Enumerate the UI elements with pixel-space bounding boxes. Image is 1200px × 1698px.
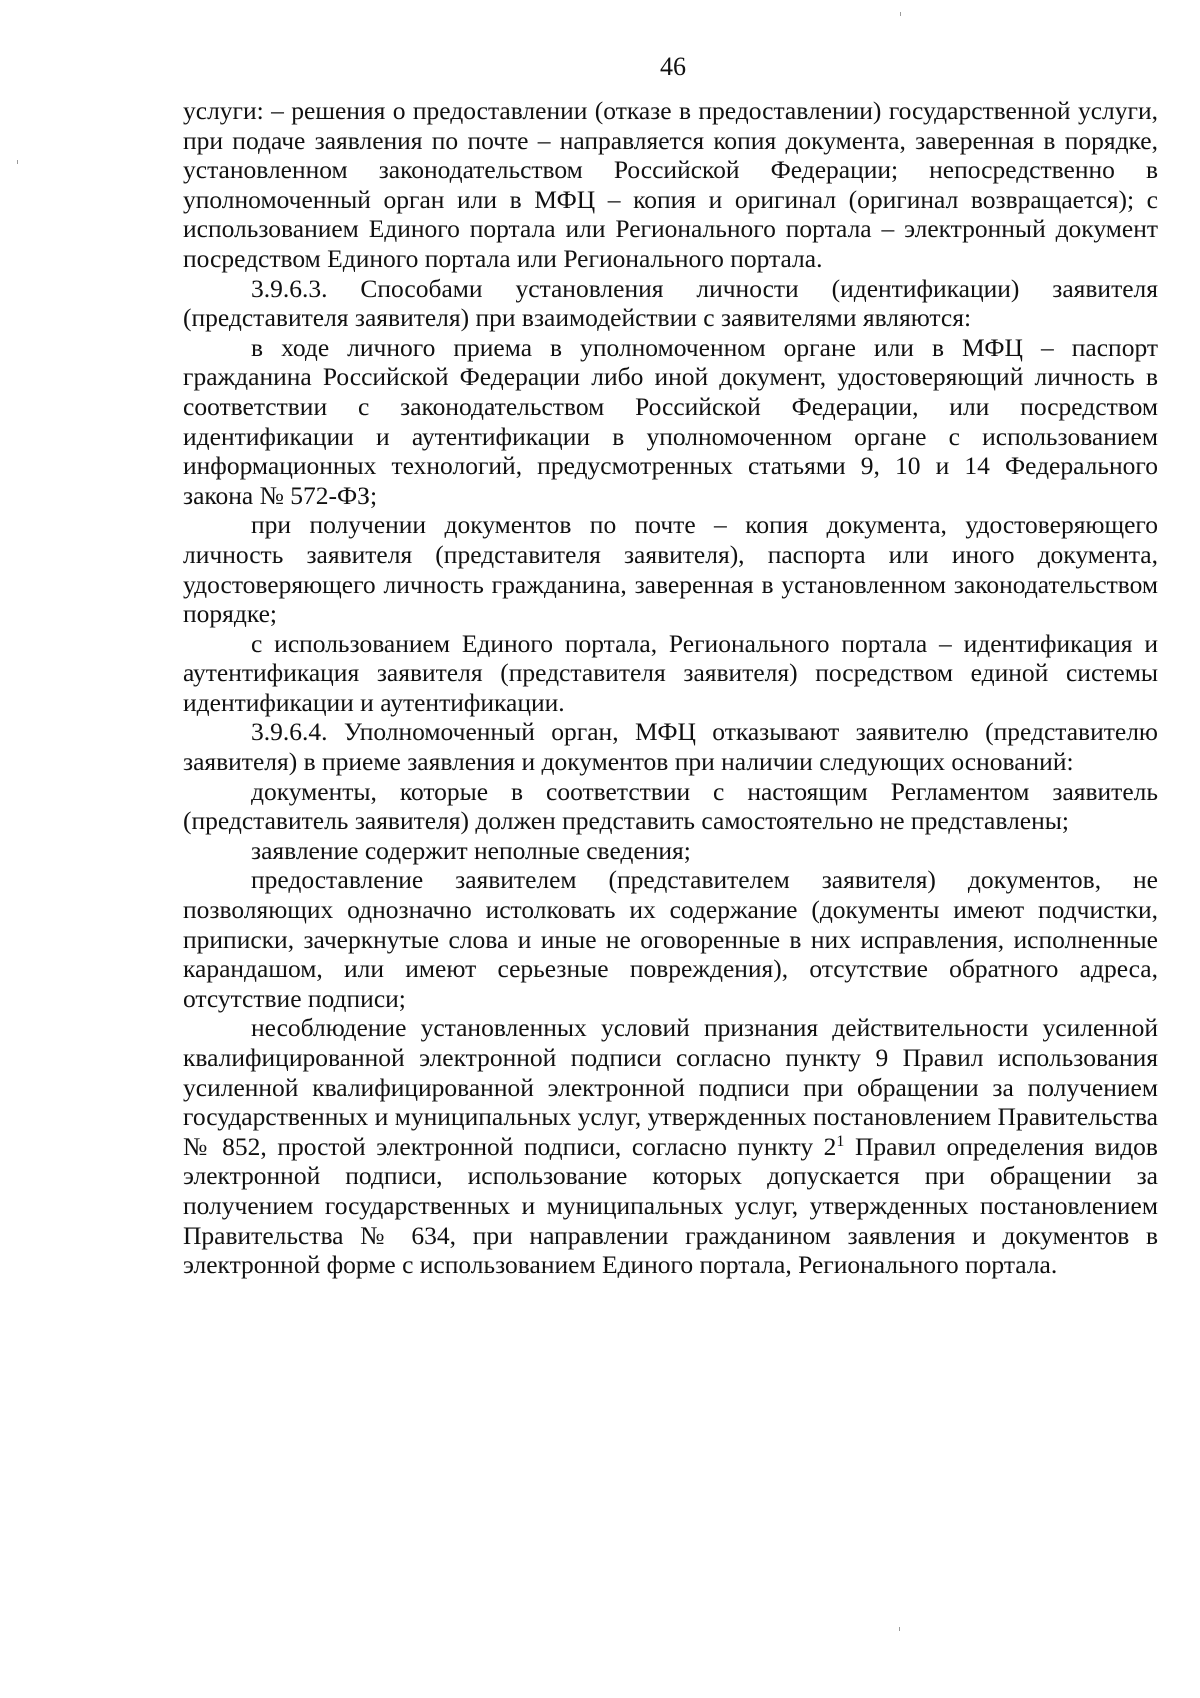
paragraph-postal-identification: при получении документов по почте – копия документа, удостоверяющего личность заявителя (представителя заявителя), паспорта или иного документа, удостоверяющего личность гражданина, заверенная в установленном законодательством порядке;	[183, 510, 1158, 629]
paragraph-in-person-identification: в ходе личного приема в уполномоченном органе или в МФЦ – паспорт гражданина Российской Федерации либо иной документ, удостоверяющий личность в соответствии с законодательством Российской Федерации, или посредством идентификации и аутентификации в уполномоченном органе с использованием информационных технологий, предусмотренных статьями 9, 10 и 14 Федерального закона № 572-ФЗ;	[183, 332, 1158, 510]
paragraph-result-delivery: услуги: – решения о предоставлении (отказе в предоставлении) государственной услуги, при подаче заявления по почте – направляется копия документа, заверенная в порядке, установленном законодательством Российской Федерации; непосредственно в уполномоченный орган или в МФЦ – копия и оригинал (оригинал возвращается); с использованием Единого портала или Регионального портала – электронный документ посредством Единого портала или Регионального портала.	[183, 96, 1158, 273]
scan-speck	[899, 1627, 900, 1631]
paragraph-signature-text-before: несоблюдение установленных условий признания действительности усиленной квалифицированной электронной подписи согласно пункту 9 Правил использования усиленной квалифицированной электронной подписи при обращении за получением государственных и муниципальных услуг, утвержденных постановлением Правительства № 852, простой электронной подписи, согласно пункту 2	[183, 1013, 1158, 1161]
page-number: 46	[660, 52, 686, 81]
scan-speck	[900, 12, 901, 16]
paragraph-signature-text-after: Правил определения видов электронной подписи, использование которых допускается при обращении за получением государственных и муниципальных услуг, утвержденных постановлением Правительства № 634, при направлении гражданином заявления и документов в электронной форме с использованием Единого портала, Регионального портала.	[183, 1131, 1158, 1280]
footnote-superscript: 1	[836, 1132, 845, 1150]
paragraph-portal-identification: с использованием Единого портала, Регионального портала – идентификация и аутентификация заявителя (представителя заявителя) посредством единой системы идентификации и аутентификации.	[183, 628, 1158, 717]
paragraph-3-9-6-4: 3.9.6.4. Уполномоченный орган, МФЦ отказывают заявителю (представителю заявителя) в приеме заявления и документов при наличии следующих оснований:	[183, 717, 1158, 777]
paragraph-refusal-documents-missing: документы, которые в соответствии с настоящим Регламентом заявитель (представитель заявителя) должен представить самостоятельно не представлены;	[183, 776, 1158, 836]
paragraph-refusal-defective-documents: предоставление заявителем (представителем заявителя) документов, не позволяющих однозначно истолковать их содержание (документы имеют подчистки, приписки, зачеркнутые слова и иные не оговоренные в них исправления, исполненные карандашом, или имеют серьезные повреждения), отсутствие обратного адреса, отсутствие подписи;	[183, 865, 1158, 1013]
scan-speck	[17, 160, 18, 164]
paragraph-3-9-6-3: 3.9.6.3. Способами установления личности (идентификации) заявителя (представителя заявителя) при взаимодействии с заявителями являются:	[183, 273, 1158, 333]
paragraph-refusal-signature-conditions	[183, 1013, 1158, 1279]
paragraph-refusal-incomplete-info: заявление содержит неполные сведения;	[251, 835, 691, 865]
document-body	[183, 96, 1158, 1280]
